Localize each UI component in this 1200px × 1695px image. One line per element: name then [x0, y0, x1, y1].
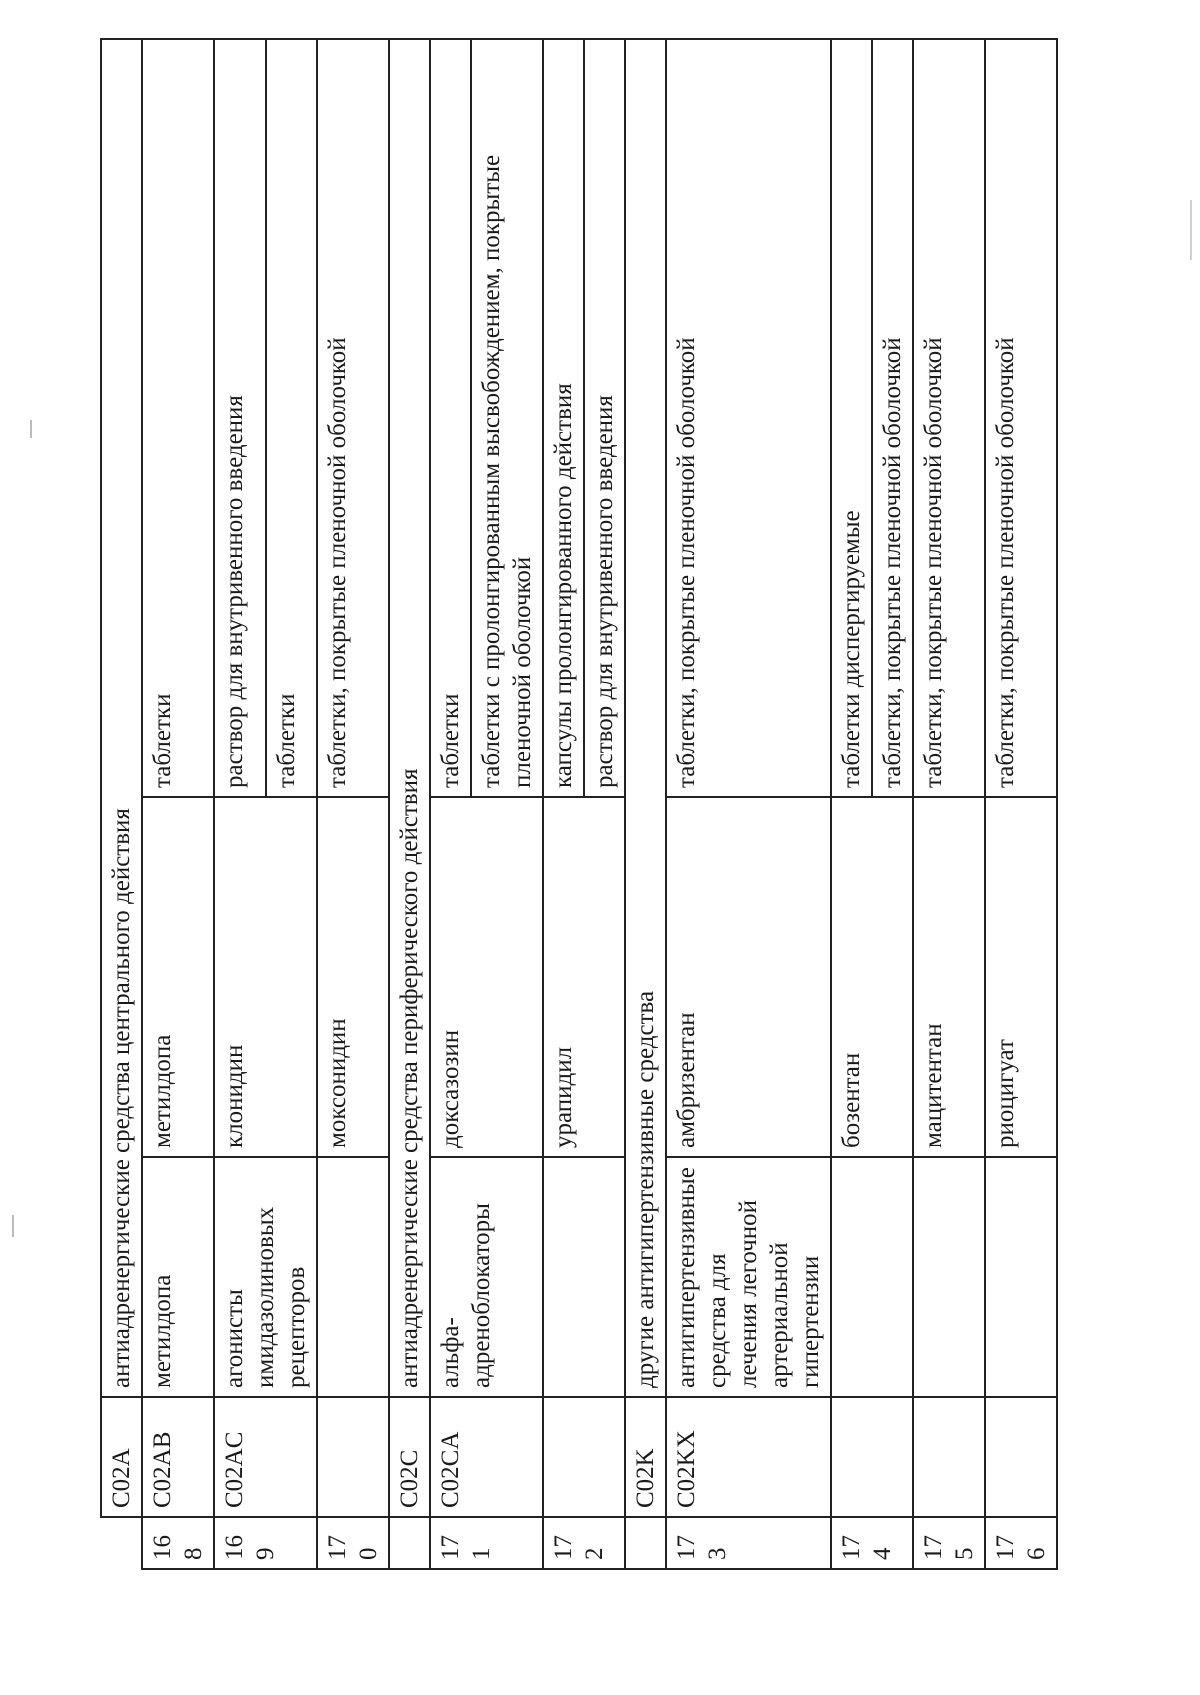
dosage-form-cell: таблетки: [430, 39, 471, 797]
group-cell: [317, 1157, 389, 1397]
drug-name-cell: доксазозин: [430, 797, 543, 1157]
dosage-form-cell: таблетки с пролонгированным высвобождением, покрытые пленочной оболочкой: [471, 39, 543, 797]
table-row-169: [214, 39, 266, 1569]
row-number-cell: 168: [142, 1517, 214, 1569]
dosage-form-cell: таблетки: [266, 39, 318, 797]
row-number-cell: 171: [430, 1517, 543, 1569]
rotated-document-page: [100, 40, 1050, 1570]
atc-code-cell: C02CA: [430, 1397, 543, 1517]
group-cell: альфа-адреноблокаторы: [430, 1157, 543, 1397]
dosage-form-cell: таблетки, покрытые пленочной оболочкой: [872, 39, 913, 797]
dosage-form-cell: таблетки диспергируемые: [831, 39, 872, 797]
group-cell: [543, 1157, 625, 1397]
row-number-cell: 169: [214, 1517, 317, 1569]
row-number-cell: [101, 1517, 142, 1569]
table-row-172: [543, 39, 584, 1569]
dosage-form-cell: раствор для внутривенного введения: [584, 39, 625, 797]
table-row-c02a: [101, 39, 142, 1569]
dosage-form-cell: таблетки, покрытые пленочной оболочкой: [666, 39, 831, 797]
row-number-cell: 172: [543, 1517, 625, 1569]
group-cell: [913, 1157, 985, 1397]
dosage-form-cell: таблетки, покрытые пленочной оболочкой: [913, 39, 985, 797]
table-row-171: [430, 39, 471, 1569]
atc-code-cell: C02AC: [214, 1397, 317, 1517]
scan-speck: [30, 420, 32, 438]
table-row-c02k: [625, 39, 666, 1569]
table-row-170: [317, 39, 389, 1569]
group-cell: [985, 1157, 1057, 1397]
drug-name-cell: амбризентан: [666, 797, 831, 1157]
row-number-cell: 176: [985, 1517, 1057, 1569]
drug-name-cell: риоцигуат: [985, 797, 1057, 1157]
group-header-cell: другие антигипертензивные средства: [625, 39, 666, 1397]
dosage-form-cell: таблетки: [142, 39, 214, 797]
table-row-173: [666, 39, 831, 1569]
atc-code-cell: C02AB: [142, 1397, 214, 1517]
scan-speck: [12, 1215, 14, 1237]
drug-name-cell: клонидин: [214, 797, 317, 1157]
row-number-cell: 175: [913, 1517, 985, 1569]
dosage-form-cell: раствор для внутривенного введения: [214, 39, 266, 797]
drug-name-cell: урапидил: [543, 797, 625, 1157]
table-row-176: [985, 39, 1057, 1569]
row-number-cell: 174: [831, 1517, 913, 1569]
atc-code-cell: [543, 1397, 625, 1517]
row-number-cell: 170: [317, 1517, 389, 1569]
drug-list-table: [100, 38, 1058, 1570]
dosage-form-cell: капсулы пролонгированного действия: [543, 39, 584, 797]
drug-name-cell: мацитентан: [913, 797, 985, 1157]
dosage-form-cell: таблетки, покрытые пленочной оболочкой: [317, 39, 389, 797]
atc-code-cell: [913, 1397, 985, 1517]
group-cell: агонисты имидазолиновых рецепторов: [214, 1157, 317, 1397]
atc-code-cell: C02A: [101, 1397, 142, 1517]
drug-name-cell: бозентан: [831, 797, 913, 1157]
row-number-cell: [625, 1517, 666, 1569]
table-row-168: [142, 39, 214, 1569]
dosage-form-cell: таблетки, покрытые пленочной оболочкой: [985, 39, 1057, 797]
group-header-cell: антиадренергические средства периферического действия: [389, 39, 430, 1397]
atc-code-cell: [317, 1397, 389, 1517]
drug-name-cell: моксонидин: [317, 797, 389, 1157]
group-cell: антигипертензивные средства для лечения легочной артериальной гипертензии: [666, 1157, 831, 1397]
table-row-c02c: [389, 39, 430, 1569]
group-cell: метилдопа: [142, 1157, 214, 1397]
atc-code-cell: [831, 1397, 913, 1517]
scan-edge-mark: [1190, 200, 1192, 260]
atc-code-cell: C02KX: [666, 1397, 831, 1517]
row-number-cell: 173: [666, 1517, 831, 1569]
table-row-174: [831, 39, 872, 1569]
row-number-cell: [389, 1517, 430, 1569]
drug-name-cell: метилдопа: [142, 797, 214, 1157]
group-header-cell: антиадренергические средства центрального действия: [101, 39, 142, 1397]
atc-code-cell: [985, 1397, 1057, 1517]
atc-code-cell: C02K: [625, 1397, 666, 1517]
atc-code-cell: C02C: [389, 1397, 430, 1517]
group-cell: [831, 1157, 913, 1397]
table-row-175: [913, 39, 985, 1569]
